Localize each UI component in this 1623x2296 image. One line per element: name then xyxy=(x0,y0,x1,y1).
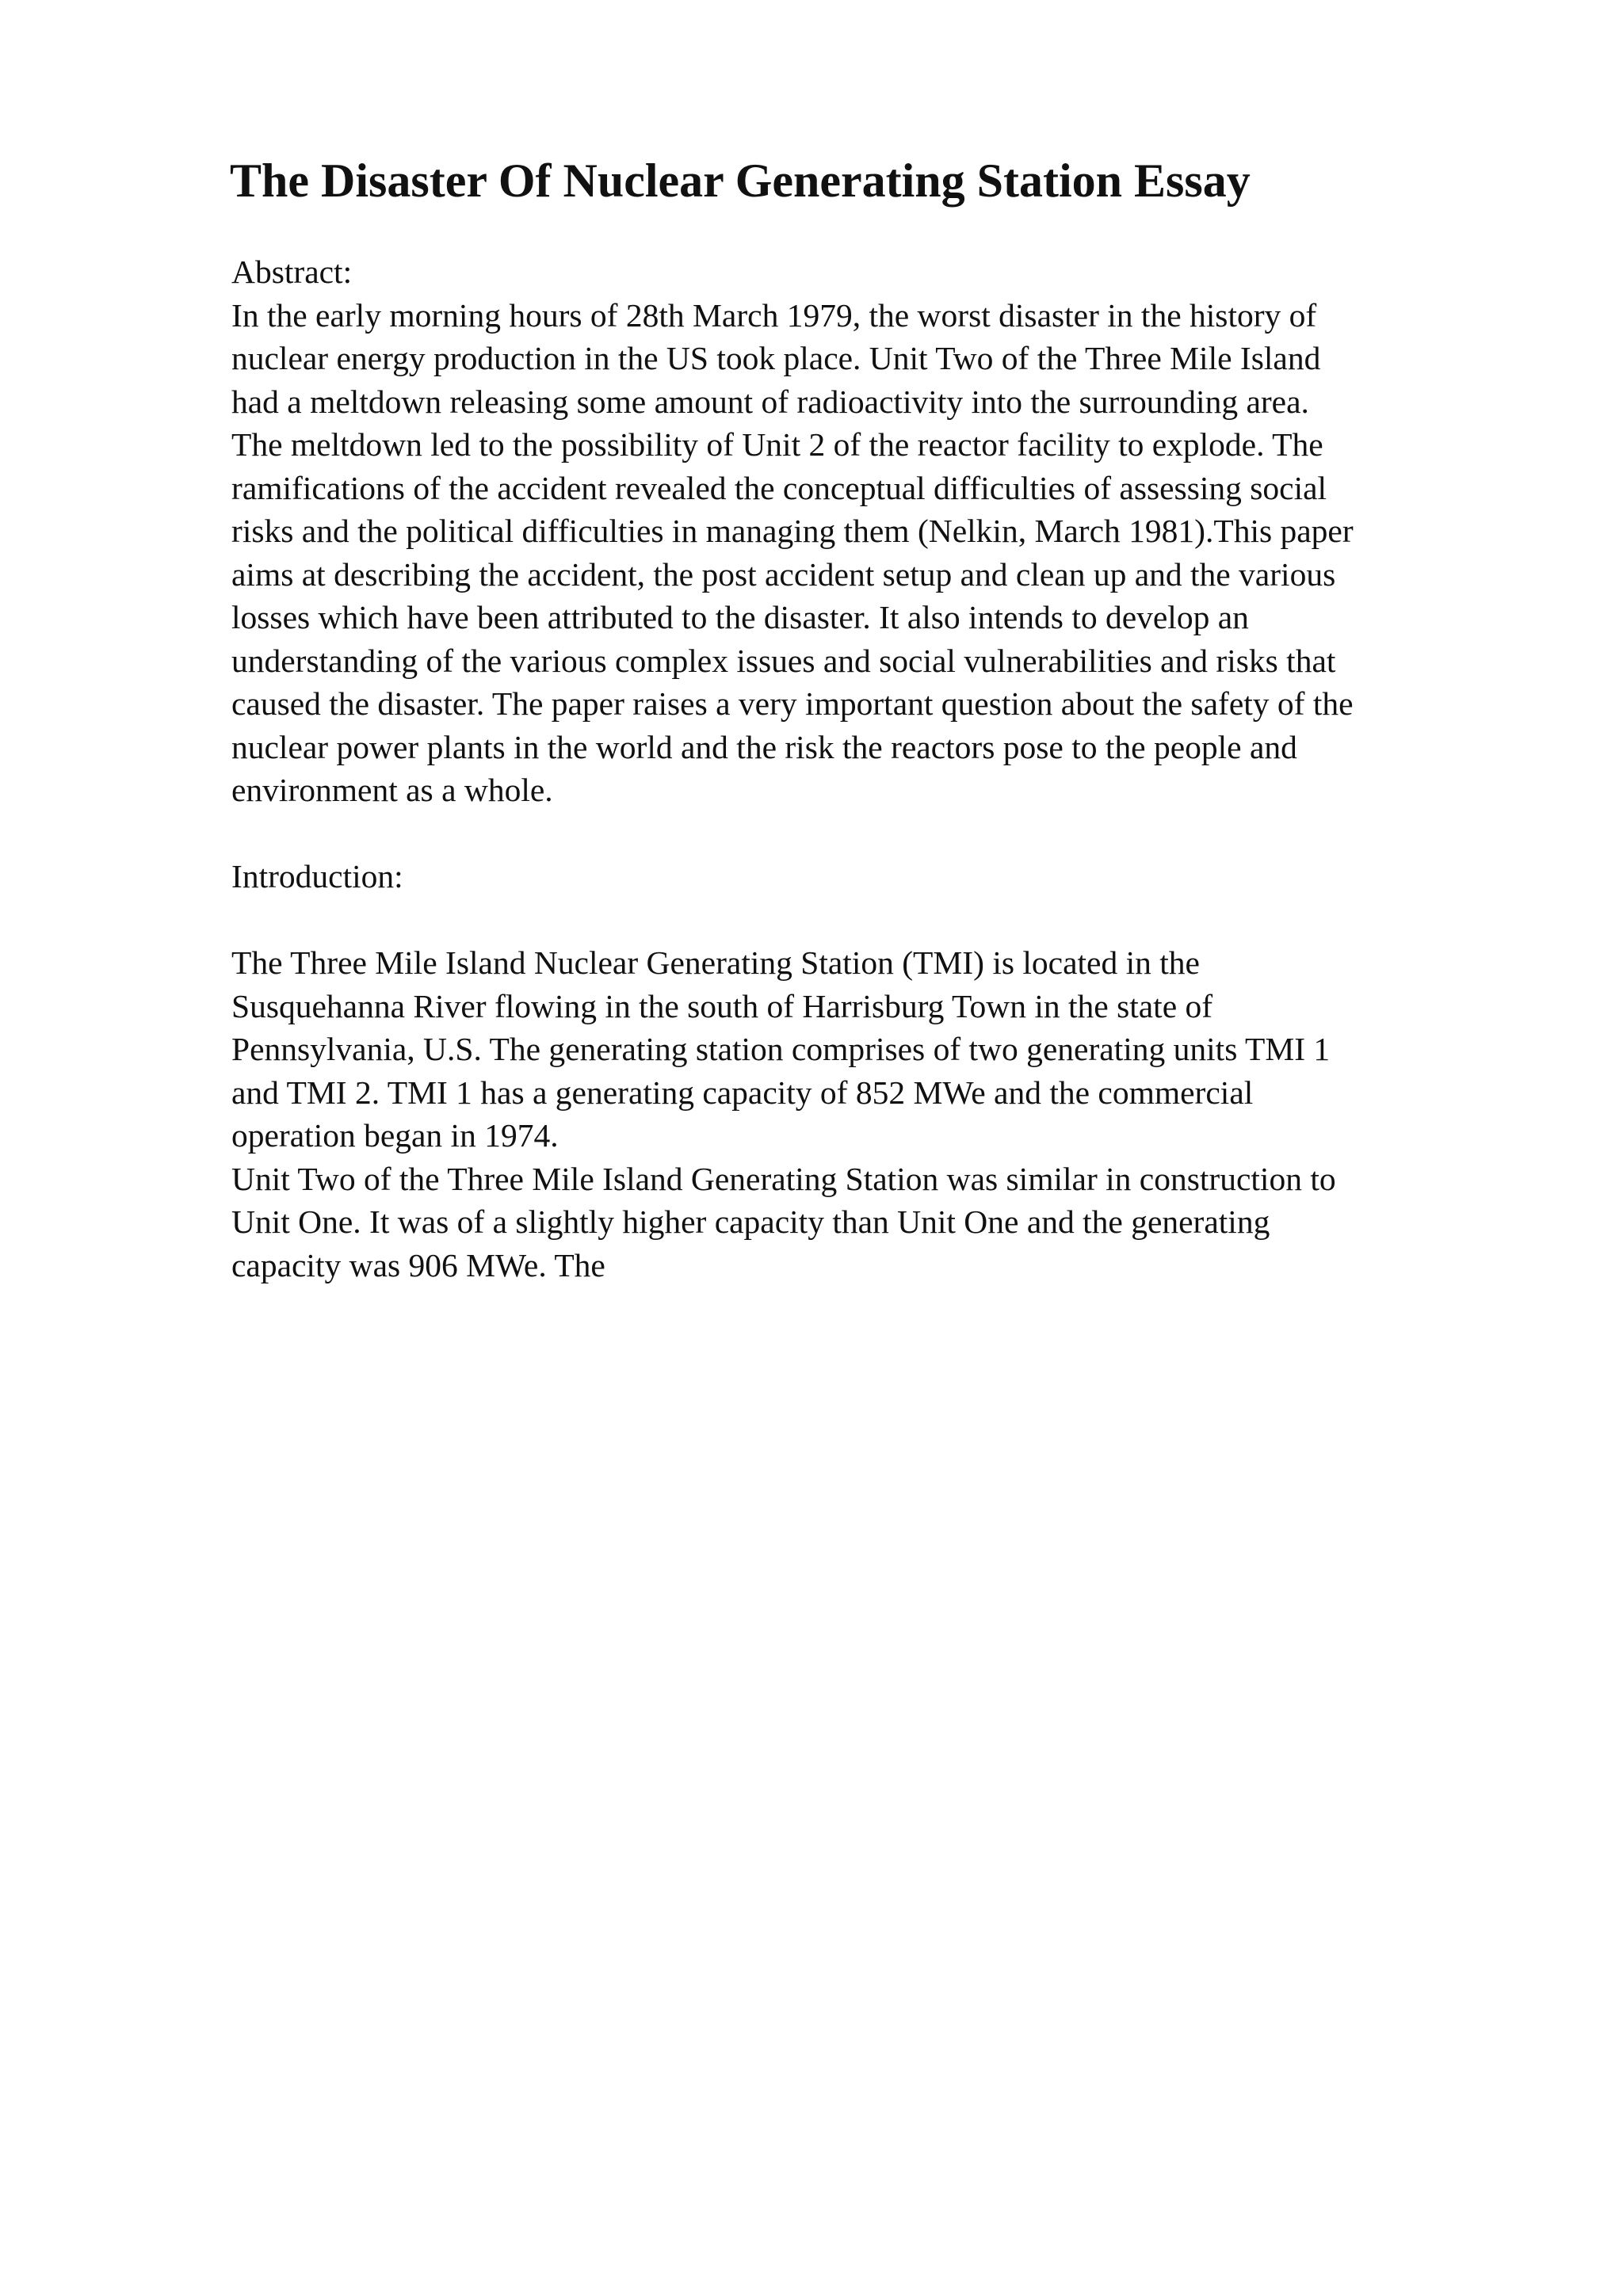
document-title: The Disaster Of Nuclear Generating Station Essay xyxy=(230,154,1251,207)
abstract-line-12: environment as a whole. xyxy=(231,772,553,808)
intro-paragraph-1-line-1: The Three Mile Island Nuclear Generating Station (TMI) is located in the xyxy=(231,944,1200,981)
paragraph-gap xyxy=(231,812,1515,856)
abstract-line-10: caused the disaster. The paper raises a very important question about the safety of the xyxy=(231,685,1354,722)
abstract-line-6: risks and the political difficulties in managing them (Nelkin, March 1981).This paper xyxy=(231,513,1354,549)
abstract-line-2: nuclear energy production in the US took place. Unit Two of the Three Mile Island xyxy=(231,340,1321,376)
intro-paragraph-1-line-3: Pennsylvania, U.S. The generating station comprises of two generating units TMI 1 xyxy=(231,1031,1331,1067)
introduction-heading: Introduction: xyxy=(231,858,403,894)
abstract-section xyxy=(231,250,1515,1287)
intro-paragraph-2-line-1: Unit Two of the Three Mile Island Generating Station was similar in construction to xyxy=(231,1160,1336,1197)
abstract-line-11: nuclear power plants in the world and the risk the reactors pose to the people and xyxy=(231,728,1297,765)
abstract-line-5: ramifications of the accident revealed the conceptual difficulties of assessing social xyxy=(231,469,1327,506)
intro-paragraph-1-line-2: Susquehanna River flowing in the south of Harrisburg Town in the state of xyxy=(231,987,1213,1024)
abstract-line-1: In the early morning hours of 28th March 1979, the worst disaster in the history of xyxy=(231,296,1317,334)
abstract-line-8: losses which have been attributed to the disaster. It also intends to develop an xyxy=(231,599,1249,635)
paragraph-gap xyxy=(231,898,1515,942)
intro-paragraph-1-line-5: operation began in 1974. xyxy=(231,1117,559,1154)
abstract-heading: Abstract: xyxy=(231,254,353,290)
abstract-line-3: had a meltdown releasing some amount of radioactivity into the surrounding area. xyxy=(231,383,1309,420)
abstract-line-7: aims at describing the accident, the post accident setup and clean up and the various xyxy=(231,555,1336,593)
abstract-line-9: understanding of the various complex issues and social vulnerabilities and risks that xyxy=(231,642,1336,679)
abstract-line-4: The meltdown led to the possibility of Unit 2 of the reactor facility to explode. The xyxy=(231,426,1323,463)
intro-paragraph-1-line-4: and TMI 2. TMI 1 has a generating capacity of 852 MWe and the commercial xyxy=(231,1074,1254,1111)
intro-paragraph-2-line-3: capacity was 906 MWe. The xyxy=(231,1246,605,1283)
intro-paragraph-2-line-2: Unit One. It was of a slightly higher capacity than Unit One and the generating xyxy=(231,1203,1270,1240)
